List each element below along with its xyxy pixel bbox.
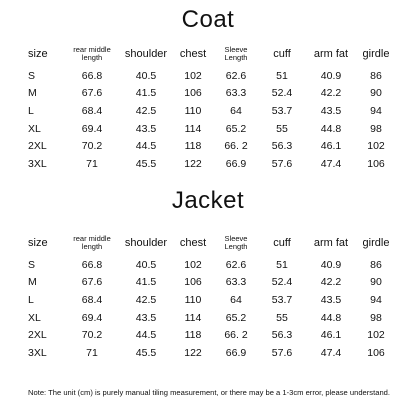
measurement-cell: 69.4 bbox=[81, 311, 103, 324]
jacket-title: Jacket bbox=[171, 187, 245, 214]
table-row bbox=[24, 155, 396, 173]
table-row bbox=[24, 102, 396, 120]
table-row bbox=[24, 326, 396, 344]
measurement-cell: 40.5 bbox=[135, 69, 157, 82]
coat-title: Coat bbox=[181, 6, 235, 33]
measurement-cell: 51 bbox=[276, 69, 288, 82]
size-label-cell: S bbox=[28, 258, 36, 271]
measurement-cell: 43.5 bbox=[320, 293, 342, 306]
measurement-cell: 55 bbox=[276, 311, 288, 324]
table-row bbox=[24, 344, 396, 362]
measurement-cell: 57.6 bbox=[271, 157, 293, 170]
measurement-cell: 106 bbox=[184, 87, 202, 100]
measurement-cell: 46.1 bbox=[320, 329, 342, 342]
column-header: shoulder bbox=[124, 48, 168, 60]
measurement-cell: 43.5 bbox=[135, 311, 157, 324]
measurement-cell: 53.7 bbox=[271, 293, 293, 306]
measurement-cell: 40.9 bbox=[320, 258, 342, 271]
measurement-cell: 56.3 bbox=[271, 140, 293, 153]
measurement-cell: 110 bbox=[184, 104, 202, 117]
measurement-cell: 40.9 bbox=[320, 69, 342, 82]
table-row bbox=[24, 137, 396, 155]
measurement-cell: 66. 2 bbox=[224, 140, 248, 153]
measurement-cell: 63.3 bbox=[225, 276, 247, 289]
measurement-cell: 66.8 bbox=[81, 69, 103, 82]
column-header: arm fat bbox=[313, 48, 349, 60]
size-label-cell: L bbox=[28, 293, 34, 306]
measurement-cell: 45.5 bbox=[135, 346, 157, 359]
measurement-cell: 51 bbox=[276, 258, 288, 271]
measurement-cell: 106 bbox=[367, 346, 385, 359]
measurement-cell: 102 bbox=[184, 69, 202, 82]
column-header: cuff bbox=[273, 237, 291, 249]
size-label-cell: L bbox=[28, 104, 34, 117]
measurement-cell: 114 bbox=[184, 122, 202, 135]
measurement-cell: 63.3 bbox=[225, 87, 247, 100]
measurement-cell: 52.4 bbox=[271, 276, 293, 289]
size-label-cell: XL bbox=[28, 311, 41, 324]
measurement-cell: 44.5 bbox=[135, 329, 157, 342]
measurement-cell: 41.5 bbox=[135, 276, 157, 289]
table-row bbox=[24, 309, 396, 327]
jacket-size-table bbox=[24, 230, 396, 362]
measurement-cell: 47.4 bbox=[320, 346, 342, 359]
table-row bbox=[24, 256, 396, 274]
column-header: rear middle length bbox=[73, 234, 111, 251]
column-header: Sleeve Length bbox=[224, 234, 248, 251]
size-label-cell: M bbox=[28, 87, 37, 100]
measurement-cell: 66. 2 bbox=[224, 329, 248, 342]
measurement-cell: 69.4 bbox=[81, 122, 103, 135]
measurement-cell: 90 bbox=[370, 87, 382, 100]
size-label-cell: 3XL bbox=[28, 346, 47, 359]
size-label-cell: 2XL bbox=[28, 140, 47, 153]
measurement-cell: 53.7 bbox=[271, 104, 293, 117]
table-header-row bbox=[24, 41, 396, 67]
table-header-row bbox=[24, 230, 396, 256]
measurement-cell: 102 bbox=[367, 140, 385, 153]
table-row bbox=[24, 85, 396, 103]
column-header: girdle bbox=[362, 48, 390, 60]
measurement-cell: 62.6 bbox=[225, 258, 247, 271]
measurement-cell: 118 bbox=[184, 329, 202, 342]
measurement-cell: 118 bbox=[184, 140, 202, 153]
measurement-cell: 98 bbox=[370, 122, 382, 135]
measurement-cell: 62.6 bbox=[225, 69, 247, 82]
measurement-cell: 68.4 bbox=[81, 293, 103, 306]
size-label-cell: XL bbox=[28, 122, 41, 135]
measurement-cell: 71 bbox=[86, 346, 98, 359]
measurement-cell: 106 bbox=[367, 157, 385, 170]
measurement-cell: 102 bbox=[184, 258, 202, 271]
column-header: rear middle length bbox=[73, 45, 111, 62]
measurement-cell: 45.5 bbox=[135, 157, 157, 170]
measurement-cell: 66.9 bbox=[225, 346, 247, 359]
coat-size-table bbox=[24, 41, 396, 173]
size-label-cell: M bbox=[28, 276, 37, 289]
measurement-cell: 46.1 bbox=[320, 140, 342, 153]
size-label-cell: S bbox=[28, 69, 36, 82]
measurement-cell: 86 bbox=[370, 69, 382, 82]
column-header: shoulder bbox=[124, 237, 168, 249]
column-header: chest bbox=[179, 48, 207, 60]
measurement-cell: 102 bbox=[367, 329, 385, 342]
measurement-cell: 55 bbox=[276, 122, 288, 135]
measurement-cell: 94 bbox=[370, 104, 382, 117]
measurement-cell: 70.2 bbox=[81, 329, 103, 342]
measurement-cell: 43.5 bbox=[320, 104, 342, 117]
measurement-note: Note: The unit (cm) is purely manual tiling measurement, or there may be a 1-3cm error, please understand. bbox=[28, 388, 390, 397]
measurement-cell: 65.2 bbox=[225, 311, 247, 324]
measurement-cell: 42.2 bbox=[320, 276, 342, 289]
measurement-cell: 90 bbox=[370, 276, 382, 289]
column-header: chest bbox=[179, 237, 207, 249]
measurement-cell: 52.4 bbox=[271, 87, 293, 100]
measurement-cell: 64 bbox=[230, 293, 242, 306]
measurement-cell: 70.2 bbox=[81, 140, 103, 153]
measurement-cell: 47.4 bbox=[320, 157, 342, 170]
table-row bbox=[24, 291, 396, 309]
measurement-cell: 66.9 bbox=[225, 157, 247, 170]
column-header: cuff bbox=[273, 48, 291, 60]
measurement-cell: 64 bbox=[230, 104, 242, 117]
measurement-cell: 71 bbox=[86, 157, 98, 170]
measurement-cell: 56.3 bbox=[271, 329, 293, 342]
column-header: arm fat bbox=[313, 237, 349, 249]
measurement-cell: 44.8 bbox=[320, 311, 342, 324]
measurement-cell: 44.5 bbox=[135, 140, 157, 153]
column-header: size bbox=[28, 48, 48, 60]
measurement-cell: 66.8 bbox=[81, 258, 103, 271]
measurement-cell: 94 bbox=[370, 293, 382, 306]
measurement-cell: 42.5 bbox=[135, 293, 157, 306]
measurement-cell: 40.5 bbox=[135, 258, 157, 271]
measurement-cell: 110 bbox=[184, 293, 202, 306]
measurement-cell: 42.2 bbox=[320, 87, 342, 100]
column-header: size bbox=[28, 237, 48, 249]
measurement-cell: 86 bbox=[370, 258, 382, 271]
measurement-cell: 65.2 bbox=[225, 122, 247, 135]
measurement-cell: 106 bbox=[184, 276, 202, 289]
measurement-cell: 68.4 bbox=[81, 104, 103, 117]
measurement-cell: 114 bbox=[184, 311, 202, 324]
measurement-cell: 42.5 bbox=[135, 104, 157, 117]
measurement-cell: 122 bbox=[184, 346, 202, 359]
measurement-cell: 98 bbox=[370, 311, 382, 324]
column-header: Sleeve Length bbox=[224, 45, 248, 62]
size-label-cell: 2XL bbox=[28, 329, 47, 342]
measurement-cell: 122 bbox=[184, 157, 202, 170]
table-row bbox=[24, 274, 396, 292]
column-header: girdle bbox=[362, 237, 390, 249]
size-label-cell: 3XL bbox=[28, 157, 47, 170]
measurement-cell: 44.8 bbox=[320, 122, 342, 135]
measurement-cell: 41.5 bbox=[135, 87, 157, 100]
measurement-cell: 43.5 bbox=[135, 122, 157, 135]
measurement-cell: 67.6 bbox=[81, 276, 103, 289]
measurement-cell: 57.6 bbox=[271, 346, 293, 359]
table-row bbox=[24, 120, 396, 138]
table-row bbox=[24, 67, 396, 85]
measurement-cell: 67.6 bbox=[81, 87, 103, 100]
